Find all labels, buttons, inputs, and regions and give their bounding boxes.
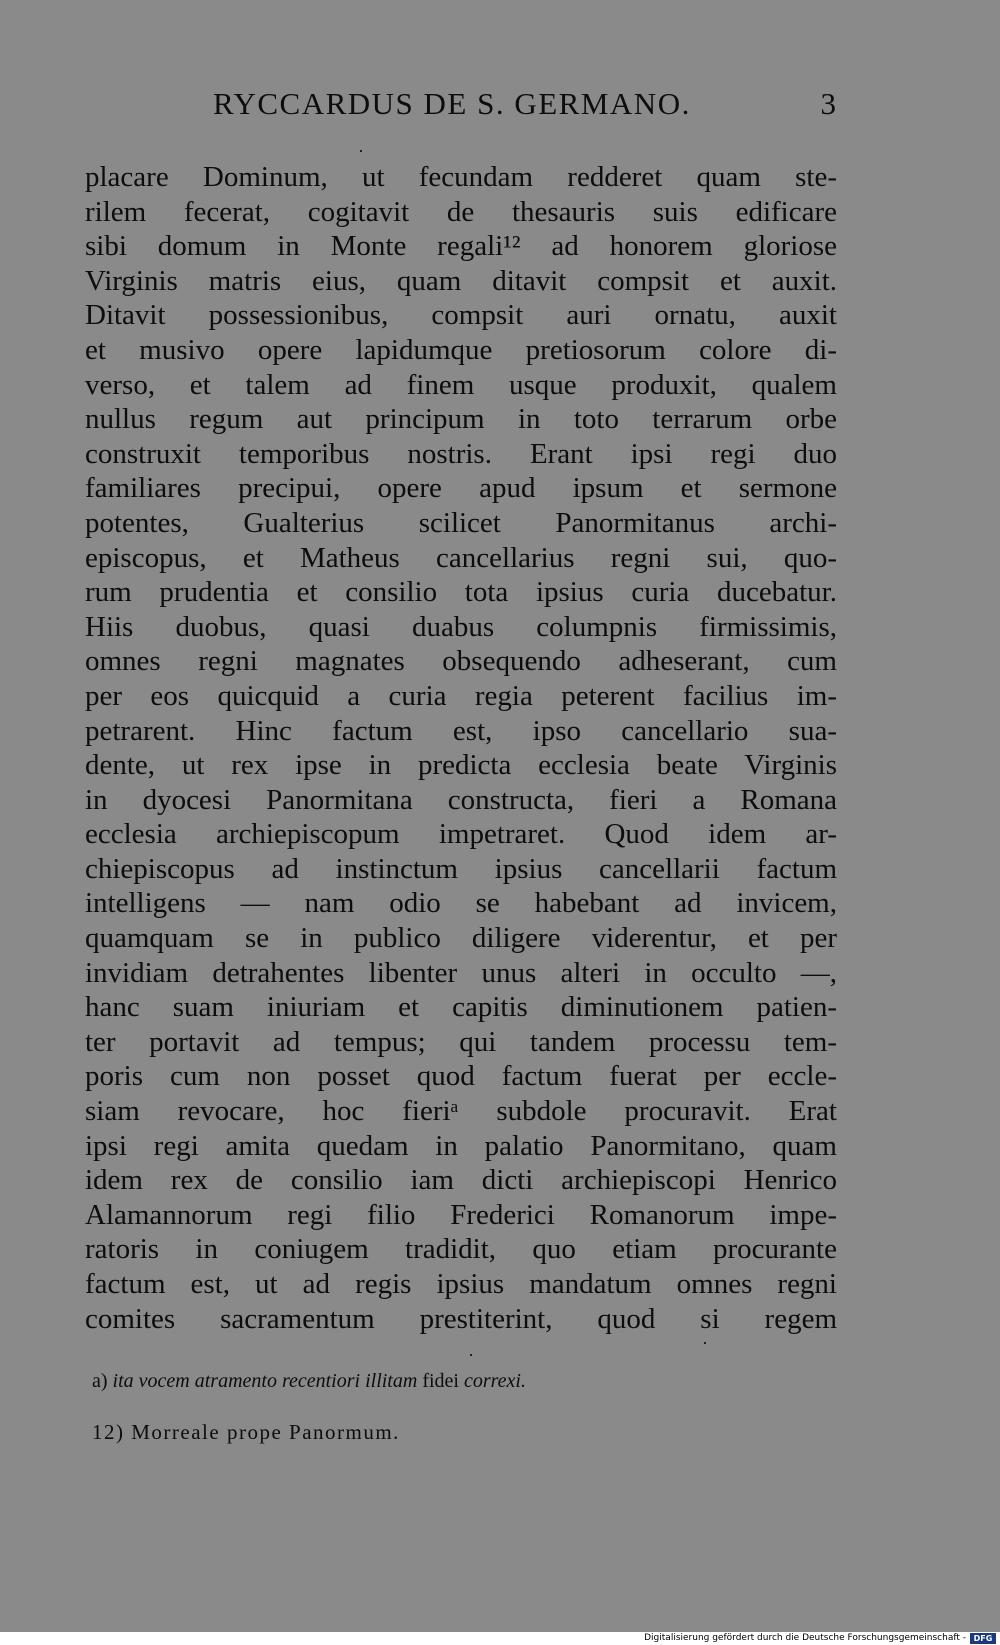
text-line: petrarent. Hinc factum est, ipso cancellario sua- bbox=[85, 714, 837, 747]
text-line: Virginis matris eius, quam ditavit compsit et auxit. bbox=[85, 264, 837, 297]
digitization-credit-text: Digitalisierung gefördert durch die Deutsche Forschungsgemeinschaft - bbox=[644, 1633, 966, 1643]
text-line: poris cum non posset quod factum fuerat per eccle- bbox=[85, 1060, 837, 1093]
text-line: ratoris in coniugem tradidit, quo etiam procurante bbox=[85, 1233, 837, 1266]
text-line: quamquam se in publico diligere viderentur, et per bbox=[85, 922, 837, 955]
text-line: ipsi regi amita quedam in palatio Panormitano, quam bbox=[85, 1129, 837, 1162]
text-line: placare Dominum, ut fecundam redderet quam ste- bbox=[85, 161, 837, 193]
text-line: nullus regum aut principum in toto terrarum orbe bbox=[85, 403, 837, 436]
text-line: construxit temporibus nostris. Erant ipsi regi duo bbox=[85, 437, 837, 470]
footnote-12: 12) Morreale prope Panormum. bbox=[92, 1420, 400, 1444]
footnote-a bbox=[92, 1366, 712, 1396]
text-line: hanc suam iniuriam et capitis diminutionem patien- bbox=[85, 991, 837, 1024]
footnote-a-end-text: correxi. bbox=[463, 1370, 526, 1392]
dfg-logo: DFG bbox=[970, 1633, 996, 1644]
text-line: per eos quicquid a curia regia peterent facilius im- bbox=[85, 679, 837, 712]
text-line: invidiam detrahentes libenter unus alteri in occulto —, bbox=[85, 956, 837, 989]
text-line: potentes, Gualterius scilicet Panormitanus archi- bbox=[85, 506, 837, 539]
text-line: sibi domum in Monte regali¹² ad honorem gloriose bbox=[85, 230, 837, 263]
footnote-a-italic-text: ita vocem atramento recentiori illitam bbox=[112, 1370, 418, 1392]
page-number: 3 bbox=[820, 86, 836, 121]
text-line: dente, ut rex ipse in predicta ecclesia beate Virginis bbox=[85, 749, 837, 782]
text-line: verso, et talem ad finem usque produxit, qualem bbox=[85, 368, 837, 401]
digitization-credit-bar bbox=[0, 1632, 1000, 1645]
text-line: episcopus, et Matheus cancellarius regni sui, quo- bbox=[85, 541, 837, 574]
text-line: Alamannorum regi filio Frederici Romanorum impe- bbox=[85, 1198, 837, 1231]
running-title: RYCCARDUS DE S. GERMANO. bbox=[213, 86, 691, 121]
text-line: familiares precipui, opere apud ipsum et sermone bbox=[85, 472, 837, 505]
running-head bbox=[88, 86, 836, 130]
text-line: et musivo opere lapidumque pretiosorum colore di- bbox=[85, 333, 837, 366]
text-line: Ditavit possessionibus, compsit auri ornatu, auxit bbox=[85, 299, 837, 332]
text-line: ecclesia archiepiscopum impetraret. Quod idem ar- bbox=[85, 818, 837, 851]
main-text-block bbox=[85, 160, 837, 1336]
text-line: siam revocare, hoc fieriᵃ subdole procuravit. Erat bbox=[85, 1095, 837, 1128]
footnote-a-upright-text: fidei bbox=[422, 1370, 459, 1392]
text-line: chiepiscopus ad instinctum ipsius cancellarii factum bbox=[85, 852, 837, 885]
text-line: omnes regni magnates obsequendo adheserant, cum bbox=[85, 645, 837, 678]
text-line: in dyocesi Panormitana constructa, fieri a Romana bbox=[85, 783, 837, 816]
footnotes bbox=[92, 1366, 712, 1448]
text-line: rum prudentia et consilio tota ipsius curia ducebatur. bbox=[85, 576, 837, 609]
text-line: idem rex de consilio iam dicti archiepiscopi Henrico bbox=[85, 1164, 837, 1197]
text-line: intelligens — nam odio se habebant ad invicem, bbox=[85, 887, 837, 920]
text-line: ter portavit ad tempus; qui tandem processu tem- bbox=[85, 1025, 837, 1058]
text-line: rilem fecerat, cogitavit de thesauris suis edificare bbox=[85, 195, 837, 228]
text-line: Hiis duobus, quasi duabus columpnis firmissimis, bbox=[85, 610, 837, 643]
text-line: factum est, ut ad regis ipsius mandatum omnes regni bbox=[85, 1268, 837, 1300]
footnote-a-marker: a) bbox=[92, 1370, 108, 1392]
text-line: comites sacramentum prestiterint, quod si regem bbox=[85, 1302, 837, 1335]
